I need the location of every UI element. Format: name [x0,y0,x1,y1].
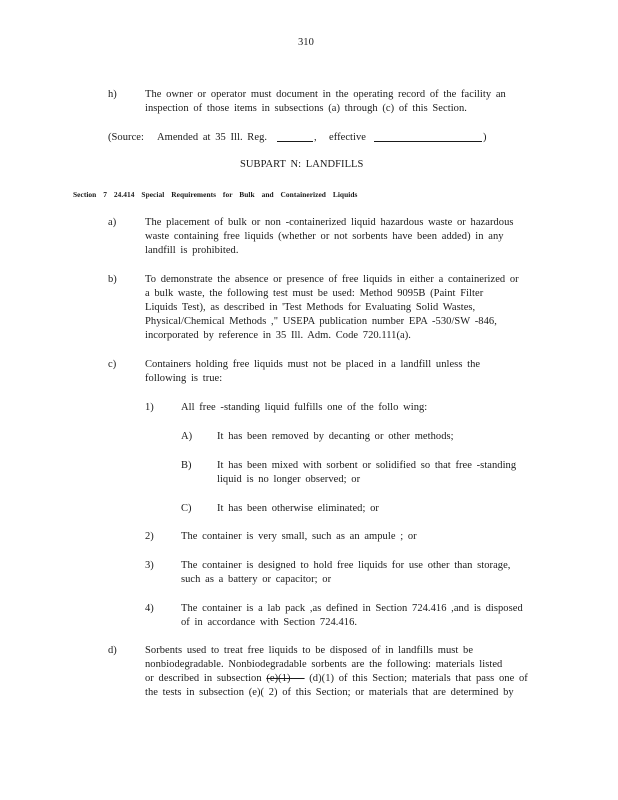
item-d-deleted-space [291,673,305,684]
item-c-line-2: following is true: [145,373,223,384]
item-c4-label: 4) [145,603,154,614]
item-d-line-2: nonbiodegradable. Nonbiodegradable sorbents are the following: materials listed [145,659,503,670]
item-c1c-text: It has been otherwise eliminated; or [217,503,379,514]
item-a-label: a) [108,217,117,228]
item-c3-label: 3) [145,560,154,571]
item-h-line-2: inspection of those items in subsections (a) through (c) of this Section. [145,103,467,114]
item-b-line-5: incorporated by reference in 35 Ill. Adm. Code 720.111(a). [145,330,411,341]
item-c3-line-2: such as a battery or capacitor; or [181,574,332,585]
item-c4-line-2: of in accordance with Section 724.416. [181,617,358,628]
item-h-line-1: The owner or operator must document in the operating record of the facility an [145,89,506,100]
source-close: ) [483,132,487,143]
item-d-line-4: the tests in subsection (e)( 2) of this Section; or materials that are determined by [145,687,514,698]
page-number: 310 [298,37,314,48]
item-d-label: d) [108,645,117,656]
item-b-label: b) [108,274,117,285]
section-heading: Section 7 24.414 Special Requirements for Bulk and Containerized Liquids [73,190,358,199]
item-b-line-2: a bulk waste, the following test must be used: Method 9095B (Paint Filter [145,288,484,299]
item-c3-line-1: The container is designed to hold free liquids for use other than storage, [181,560,511,571]
source-amended: Amended at 35 Ill. Reg. [157,132,268,143]
source-effective-blank [374,131,482,142]
item-c-line-1: Containers holding free liquids must not be placed in a landfill unless the [145,359,481,370]
source-prefix: (Source: [108,132,144,143]
item-b-line-3: Liquids Test), as described in 'Test Methods for Evaluating Solid Wastes, [145,302,476,313]
item-a-line-3: landfill is prohibited. [145,245,239,256]
item-c1a-label: A) [181,431,193,442]
item-d-line-3-post: (d)(1) of this Section; materials that pass one of [309,673,528,684]
subpart-heading: SUBPART N: LANDFILLS [240,159,364,170]
item-c4-line-1: The container is a lab pack ,as defined in Section 724.416 ,and is disposed [181,603,523,614]
item-c1-label: 1) [145,402,154,413]
item-b-line-4: Physical/Chemical Methods ," USEPA publication number EPA -530/SW -846, [145,316,497,327]
item-c1a-text: It has been removed by decanting or other methods; [217,431,454,442]
item-c-label: c) [108,359,117,370]
item-a-line-1: The placement of bulk or non -containerized liquid hazardous waste or hazardous [145,217,514,228]
source-comma: , [314,132,317,143]
item-h-label: h) [108,89,117,100]
item-c1b-line-1: It has been mixed with sorbent or solidified so that free -standing [217,460,517,471]
item-c2-label: 2) [145,531,154,542]
item-d-line-3-pre: or described in subsection [145,673,262,684]
item-d-deleted-ref: (e)(1) [266,673,291,684]
item-a-line-2: waste containing free liquids (whether or not sorbents have been added) in any [145,231,504,242]
item-d-line-1: Sorbents used to treat free liquids to be disposed of in landfills must be [145,645,474,656]
item-c1b-line-2: liquid is no longer observed; or [217,474,361,485]
item-b-line-1: To demonstrate the absence or presence of free liquids in either a containerized or [145,274,519,285]
item-c1-text: All free -standing liquid fulfills one of the follo wing: [181,402,428,413]
item-c2-text: The container is very small, such as an ampule ; or [181,531,417,542]
source-effective: effective [329,132,366,143]
item-d-line-3 [145,672,528,685]
source-reg-blank [277,131,313,142]
item-c1b-label: B) [181,460,192,471]
item-c1c-label: C) [181,503,192,514]
